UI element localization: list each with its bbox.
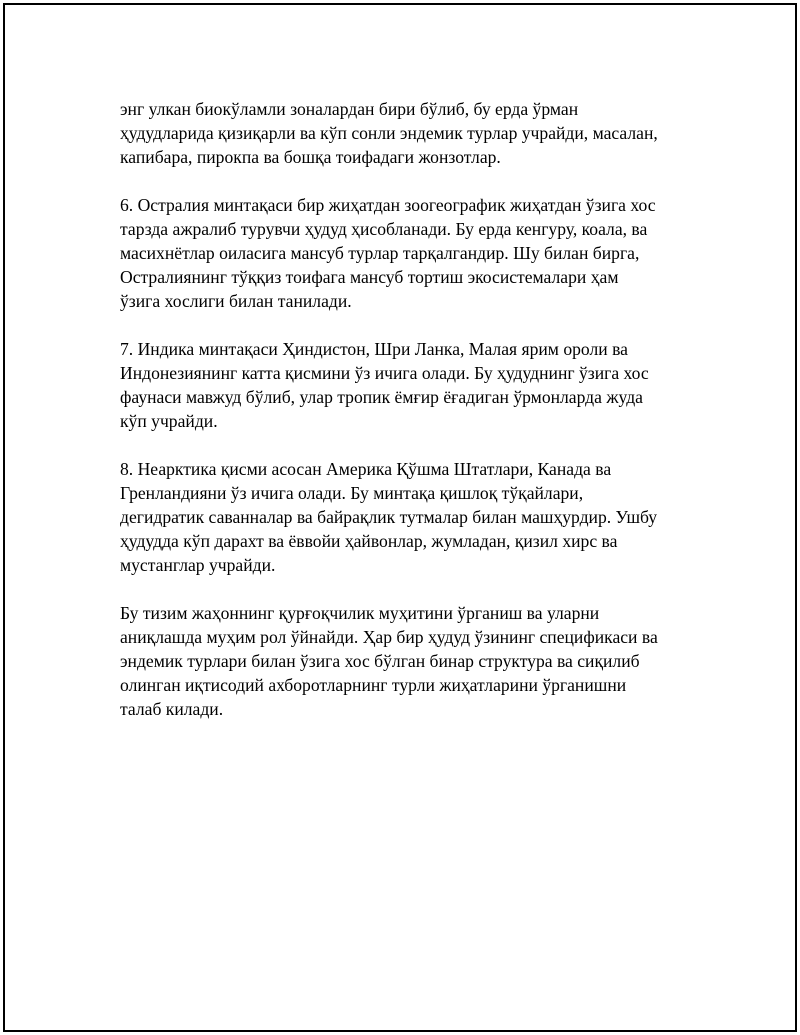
- text-line: масихнётлар оиласига мансуб турлар тарқалгандир. Шу билан бирга,: [120, 243, 640, 263]
- paragraph-continuation: [120, 97, 720, 169]
- text-line: энг улкан биокўламли зоналардан бири бўлиб, бу ерда ўрман: [120, 99, 579, 119]
- text-line: талаб килади.: [120, 699, 224, 719]
- text-line: фаунаси мавжуд бўлиб, улар тропик ёмғир ёғадиган ўрмонларда жуда: [120, 387, 643, 407]
- paragraph-indica: [120, 337, 720, 433]
- paragraph-australia: [120, 193, 720, 313]
- text-line: Гренландияни ўз ичига олади. Бу минтақа қишлоқ тўқайлари,: [120, 483, 584, 503]
- page-frame: [3, 3, 797, 1032]
- text-line: ҳудудларида қизиқарли ва кўп сонли эндемик турлар учрайди, масалан,: [120, 123, 658, 143]
- text-line: дегидратик саванналар ва байрақлик тутмалар билан машҳурдир. Ушбу: [120, 507, 658, 527]
- text-line: тарзда ажралиб турувчи ҳудуд ҳисобланади. Бу ерда кенгуру, коала, ва: [120, 219, 648, 239]
- text-line: Остралиянинг тўққиз тоифага мансуб тортиш экосистемалари ҳам: [120, 267, 619, 287]
- text-line: олинган иқтисодий ахборотларнинг турли жиҳатларини ўрганишни: [120, 675, 627, 695]
- paragraph-conclusion: [120, 601, 720, 721]
- text-line: капибара, пирокпа ва бошқа тоифадаги жонзотлар.: [120, 147, 501, 167]
- text-line: 8. Неарктика қисми асосан Америка Қўшма Штатлари, Канада ва: [120, 459, 612, 479]
- paragraph-nearctic: [120, 457, 720, 577]
- text-line: ҳудудда кўп дарахт ва ёввойи ҳайвонлар, жумладан, қизил хирс ва: [120, 531, 618, 551]
- text-line: кўп учрайди.: [120, 411, 218, 431]
- text-line: 6. Остралия минтақаси бир жиҳатдан зоогеографик жиҳатдан ўзига хос: [120, 195, 656, 215]
- text-line: Индонезиянинг катта қисмини ўз ичига олади. Бу ҳудуднинг ўзига хос: [120, 363, 649, 383]
- text-line: аниқлашда муҳим рол ўйнайди. Ҳар бир ҳудуд ўзининг спецификаси ва: [120, 627, 658, 647]
- text-line: Бу тизим жаҳоннинг қурғоқчилик муҳитини ўрганиш ва уларни: [120, 603, 600, 623]
- document-body: [120, 97, 720, 745]
- text-line: эндемик турлари билан ўзига хос бўлган бинар структура ва сиқилиб: [120, 651, 640, 671]
- text-line: ўзига хослиги билан танилади.: [120, 291, 352, 311]
- text-line: мустанглар учрайди.: [120, 555, 276, 575]
- text-line: 7. Индика минтақаси Ҳиндистон, Шри Ланка, Малая ярим ороли ва: [120, 339, 628, 359]
